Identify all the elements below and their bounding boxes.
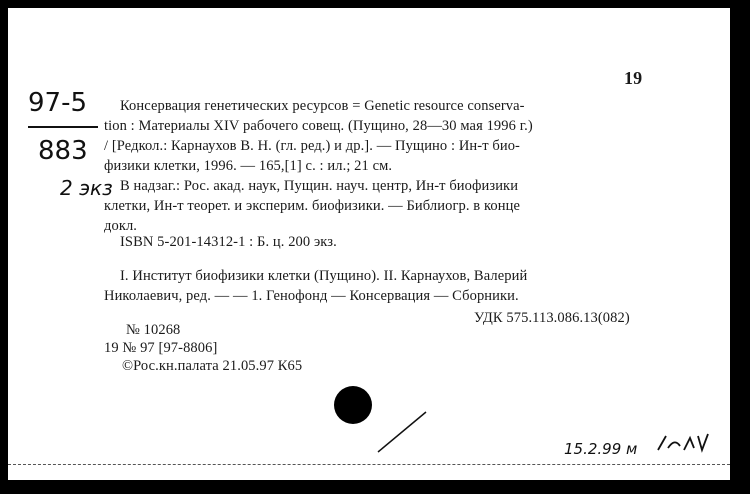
handwritten-shelf-mark-top: 97-5 <box>28 88 88 118</box>
entry-line-2: tion : Материалы XIV рабочего совещ. (Пущино, 28—30 мая 1996 г.) <box>104 118 533 134</box>
note-line-3: докл. <box>104 218 138 234</box>
tracing-line-2: Николаевич, ред. — — 1. Генофонд — Консервация — Сборники. <box>104 288 519 304</box>
handwritten-stroke <box>374 408 434 458</box>
card-id-number: № 10268 <box>126 322 181 338</box>
handwritten-initials <box>654 428 714 458</box>
handwritten-bottom-note: 15.2.99 м <box>564 440 638 458</box>
tracing-line-1: I. Институт биофизики клетки (Пущино). II. Карнаухов, Валерий <box>120 268 528 284</box>
bottom-edge-line <box>8 464 730 466</box>
note-line-2: клетки, Ин-т теорет. и эксперим. биофизики. — Библиогр. в конце <box>104 198 520 214</box>
registration-number: 19 № 97 [97-8806] <box>104 340 218 356</box>
card-number: 19 <box>624 68 643 88</box>
entry-line-4: физики клетки, 1996. — 165,[1] с. : ил.; 21 см. <box>104 158 393 174</box>
book-chamber-stamp: ©Рос.кн.палата 21.05.97 К65 <box>122 358 303 374</box>
note-line-1: В надзаг.: Рос. акад. наук, Пущин. науч. центр, Ин-т биофизики <box>120 178 519 194</box>
entry-line-1: Консервация генетических ресурсов = Genetic resource conserva- <box>120 98 525 114</box>
handwritten-shelf-mark-bottom: 883 <box>38 136 88 166</box>
entry-line-3: / [Редкол.: Карнаухов В. Н. (гл. ред.) и др.]. — Пущино : Ин-т био- <box>104 138 520 154</box>
isbn-line: ISBN 5-201-14312-1 : Б. ц. 200 экз. <box>120 234 337 250</box>
udc-code: УДК 575.113.086.13(082) <box>474 310 630 326</box>
card-punch-hole <box>334 386 372 424</box>
handwritten-copies-mark: 2 экз <box>60 176 113 200</box>
catalog-card <box>8 8 730 480</box>
shelf-mark-divider <box>28 126 98 128</box>
